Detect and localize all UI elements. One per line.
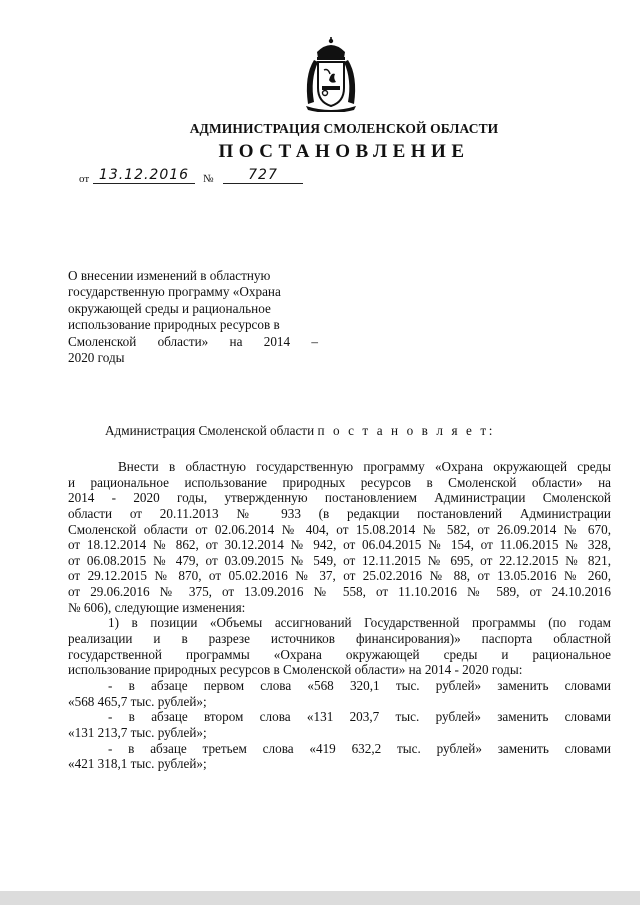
body-line: реализации и в разрезе источников финансирования)» паспорта областной <box>68 631 611 647</box>
body-line: - в абзаце втором слова «131 203,7 тыс. рублей» заменить словами <box>108 709 611 725</box>
decree-statement <box>105 423 495 439</box>
body-line: от 18.12.2014 № 862, от 30.12.2014 № 942, от 06.04.2015 № 154, от 11.06.2015 № 328, <box>68 537 611 553</box>
body-line: «131 213,7 тыс. рублей»; <box>68 724 207 740</box>
smolensk-coat-of-arms-icon <box>300 36 362 112</box>
body-line: использование природных ресурсов в Смоленской области» на 2014 - 2020 годы: <box>68 662 523 678</box>
decree-prefix: Администрация Смоленской области <box>105 423 315 438</box>
document-body <box>68 459 611 772</box>
subject-line: окружающей среды и рациональное <box>68 300 271 316</box>
date-label: от <box>79 173 90 185</box>
body-line: от 06.08.2015 № 479, от 03.09.2015 № 549, от 12.11.2015 № 695, от 22.12.2015 № 821, <box>68 552 611 568</box>
scan-footer-strip <box>0 891 640 905</box>
body-line: 2014 - 2020 годы, утвержденную постановлением Администрации Смоленской <box>68 490 611 506</box>
body-line: государственной программы «Охрана окружающей среды и рациональное <box>68 646 611 662</box>
subject-line: государственную программу «Охрана <box>68 284 281 300</box>
body-line: Смоленской области от 02.06.2014 № 404, от 15.08.2014 № 582, от 26.09.2014 № 670, <box>68 521 611 537</box>
body-line: от 29.06.2016 № 375, от 13.09.2016 № 558, от 11.10.2016 № 589, от 24.10.2016 <box>68 584 611 600</box>
document-date: 13.12.2016 <box>93 167 195 184</box>
body-line: - в абзаце первом слова «568 320,1 тыс. рублей» заменить словами <box>108 677 611 693</box>
number-label: № <box>203 173 214 185</box>
subject-line: Смоленской области» на 2014 – <box>68 333 318 349</box>
decree-verb: п о с т а н о в л я е т: <box>317 423 496 438</box>
body-line: Внести в областную государственную программу «Охрана окружающей среды <box>118 459 611 474</box>
subject-line: О внесении изменений в областную <box>68 268 271 283</box>
organization-name: АДМИНИСТРАЦИЯ СМОЛЕНСКОЙ ОБЛАСТИ <box>189 121 499 136</box>
body-line: - в абзаце третьем слова «419 632,2 тыс. рублей» заменить словами <box>108 740 611 756</box>
subject-line: 2020 годы <box>68 350 125 366</box>
document-subject <box>68 268 318 366</box>
document-type-title: ПОСТАНОВЛЕНИЕ <box>218 141 470 162</box>
body-line: 1) в позиции «Объемы ассигнований Государственной программы (по годам <box>108 615 611 631</box>
body-line: № 606), следующие изменения: <box>68 599 246 615</box>
body-line: и рациональное использование природных ресурсов в Смоленской области» на <box>68 474 611 490</box>
body-line: от 29.12.2015 № 870, от 05.02.2016 № 37, от 25.02.2016 № 88, от 13.05.2016 № 260, <box>68 568 611 584</box>
document-number: 727 <box>223 167 303 184</box>
subject-line: использование природных ресурсов в <box>68 317 280 333</box>
body-line: «421 318,1 тыс. рублей»; <box>68 756 207 772</box>
body-line: «568 465,7 тыс. рублей»; <box>68 693 207 709</box>
body-line: области от 20.11.2013 № 933 (в редакции постановлений Администрации <box>68 505 611 521</box>
